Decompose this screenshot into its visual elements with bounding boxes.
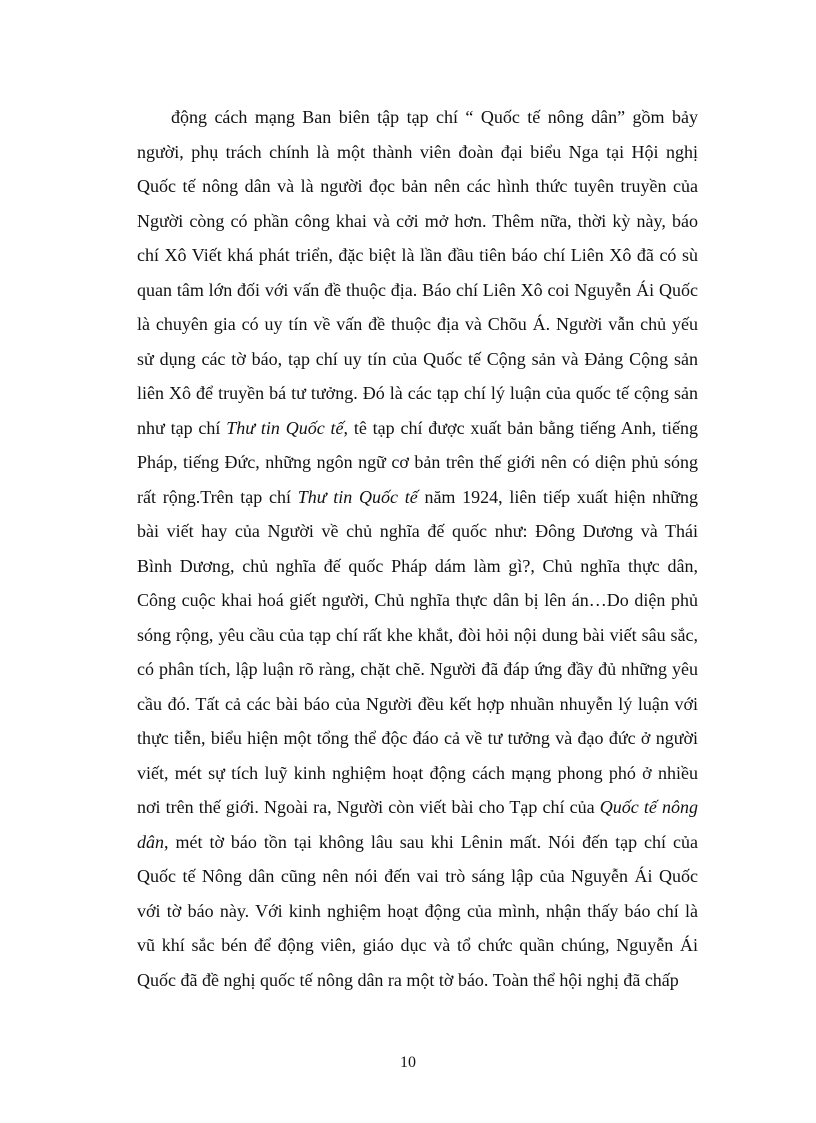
text-line xyxy=(137,963,698,998)
text-line xyxy=(137,480,698,515)
text-line xyxy=(137,411,698,446)
text-segment: bài viết hay của Người về chủ nghĩa đế quốc như: Đông Dương và Thái xyxy=(137,521,698,541)
text-segment: Quốc tế nông dân và là người đọc bản nên các hình thức tuyên truyền của xyxy=(137,176,698,196)
text-segment: động cách mạng Ban biên tập tạp chí “ Quốc tế nông dân” gồm bảy xyxy=(171,107,698,127)
text-segment: rất rộng.Trên tạp chí xyxy=(137,486,298,507)
text-segment: Công cuộc khai hoá giết người, Chủ nghĩa thực dân bị lên án…Do diện phủ xyxy=(137,590,698,610)
text-segment: chí Xô Viết khá phát triển, đặc biệt là lần đầu tiên báo chí Liên Xô đã có sù xyxy=(137,245,698,265)
text-line xyxy=(137,307,698,342)
text-segment: liên Xô để truyền bá tư tưởng. Đó là các tạp chí lý luận của quốc tế cộng sản xyxy=(137,383,698,403)
text-segment: vũ khí sắc bén để động viên, giáo dục và tổ chức quần chúng, Nguyễn Ái xyxy=(137,935,698,955)
text-segment: người, phụ trách chính là một thành viên đoàn đại biểu Nga tại Hội nghị xyxy=(137,141,698,162)
text-segment: , tê tạp chí được xuất bản bằng tiếng Anh, tiếng xyxy=(343,417,698,438)
italic-title: dân xyxy=(137,831,164,852)
text-line xyxy=(137,169,698,204)
text-segment: cầu đó. Tất cả các bài báo của Người đều kết hợp nhuần nhuyễn lý luận với xyxy=(137,693,698,714)
text-line xyxy=(137,721,698,756)
text-segment: viết, mét sự tích luỹ kinh nghiệm hoạt động cách mạng phong phó ở nhiều xyxy=(137,762,698,783)
italic-title: Quốc tế nông xyxy=(599,797,698,817)
text-segment: với tờ báo này. Với kinh nghiệm hoạt động của mình, nhận thấy báo chí là xyxy=(137,900,698,921)
text-segment: như tạp chí xyxy=(137,417,227,438)
text-segment: Bình Dương, chủ nghĩa đế quốc Pháp dám làm gì?, Chủ nghĩa thực dân, xyxy=(137,555,698,576)
text-line xyxy=(137,204,698,239)
text-line xyxy=(137,100,698,135)
text-segment: quan tâm lớn đối với vấn đề thuộc địa. Báo chí Liên Xô coi Nguyễn Ái Quốc xyxy=(137,279,698,300)
text-line xyxy=(137,859,698,894)
text-line xyxy=(137,273,698,308)
page-number: 10 xyxy=(400,1054,416,1071)
text-line xyxy=(137,238,698,273)
text-segment: Pháp, tiếng Đức, những ngôn ngữ cơ bản trên thế giới nên có diện phủ sóng xyxy=(137,452,698,472)
text-line xyxy=(137,445,698,480)
text-segment: Người còng có phần công khai và cởi mở hơn. Thêm nữa, thời kỳ này, báo xyxy=(137,210,698,231)
text-line xyxy=(137,342,698,377)
text-line xyxy=(137,583,698,618)
italic-title: Thư tin Quốc tế xyxy=(226,417,344,438)
text-line xyxy=(137,894,698,929)
text-line xyxy=(137,756,698,791)
text-segment: Quốc tế Nông dân cũng nên nói đến vai trò sáng lập của Nguyễn Ái Quốc xyxy=(137,866,698,886)
text-segment: , mét tờ báo tồn tại không lâu sau khi Lênin mất. Nói đến tạp chí của xyxy=(164,831,698,852)
text-segment: là chuyên gia có uy tín về vấn đề thuộc địa và Chõu Á. Người vẫn chủ yếu xyxy=(137,314,698,334)
text-segment: nơi trên thế giới. Ngoài ra, Người còn viết bài cho Tạp chí của xyxy=(137,797,600,817)
text-line xyxy=(137,687,698,722)
text-line xyxy=(137,376,698,411)
text-segment: Quốc đã đề nghị quốc tế nông dân ra một tờ báo. Toàn thể hội nghị đã chấp xyxy=(137,969,679,990)
text-segment: sử dụng các tờ báo, tạp chí uy tín của Quốc tế Cộng sản và Đảng Cộng sản xyxy=(137,348,698,369)
text-line xyxy=(137,514,698,549)
text-segment: có phân tích, lập luận rõ ràng, chặt chẽ. Người đã đáp ứng đầy đủ những yêu xyxy=(137,659,698,679)
text-line xyxy=(137,135,698,170)
text-line xyxy=(137,549,698,584)
body-paragraph xyxy=(137,100,698,997)
text-line xyxy=(137,652,698,687)
text-segment: sóng rộng, yêu cầu của tạp chí rất khe khắt, đòi hỏi nội dung bài viết sâu sắc, xyxy=(137,624,698,645)
text-segment: thực tiễn, biểu hiện một tổng thể độc đáo cả về tư tưởng và đạo đức ở người xyxy=(137,728,698,748)
text-line xyxy=(137,928,698,963)
text-line xyxy=(137,618,698,653)
text-line xyxy=(137,790,698,825)
text-segment: năm 1924, liên tiếp xuất hiện những xyxy=(417,486,699,507)
text-line xyxy=(137,825,698,860)
italic-title: Thư tin Quốc tế xyxy=(297,486,418,507)
